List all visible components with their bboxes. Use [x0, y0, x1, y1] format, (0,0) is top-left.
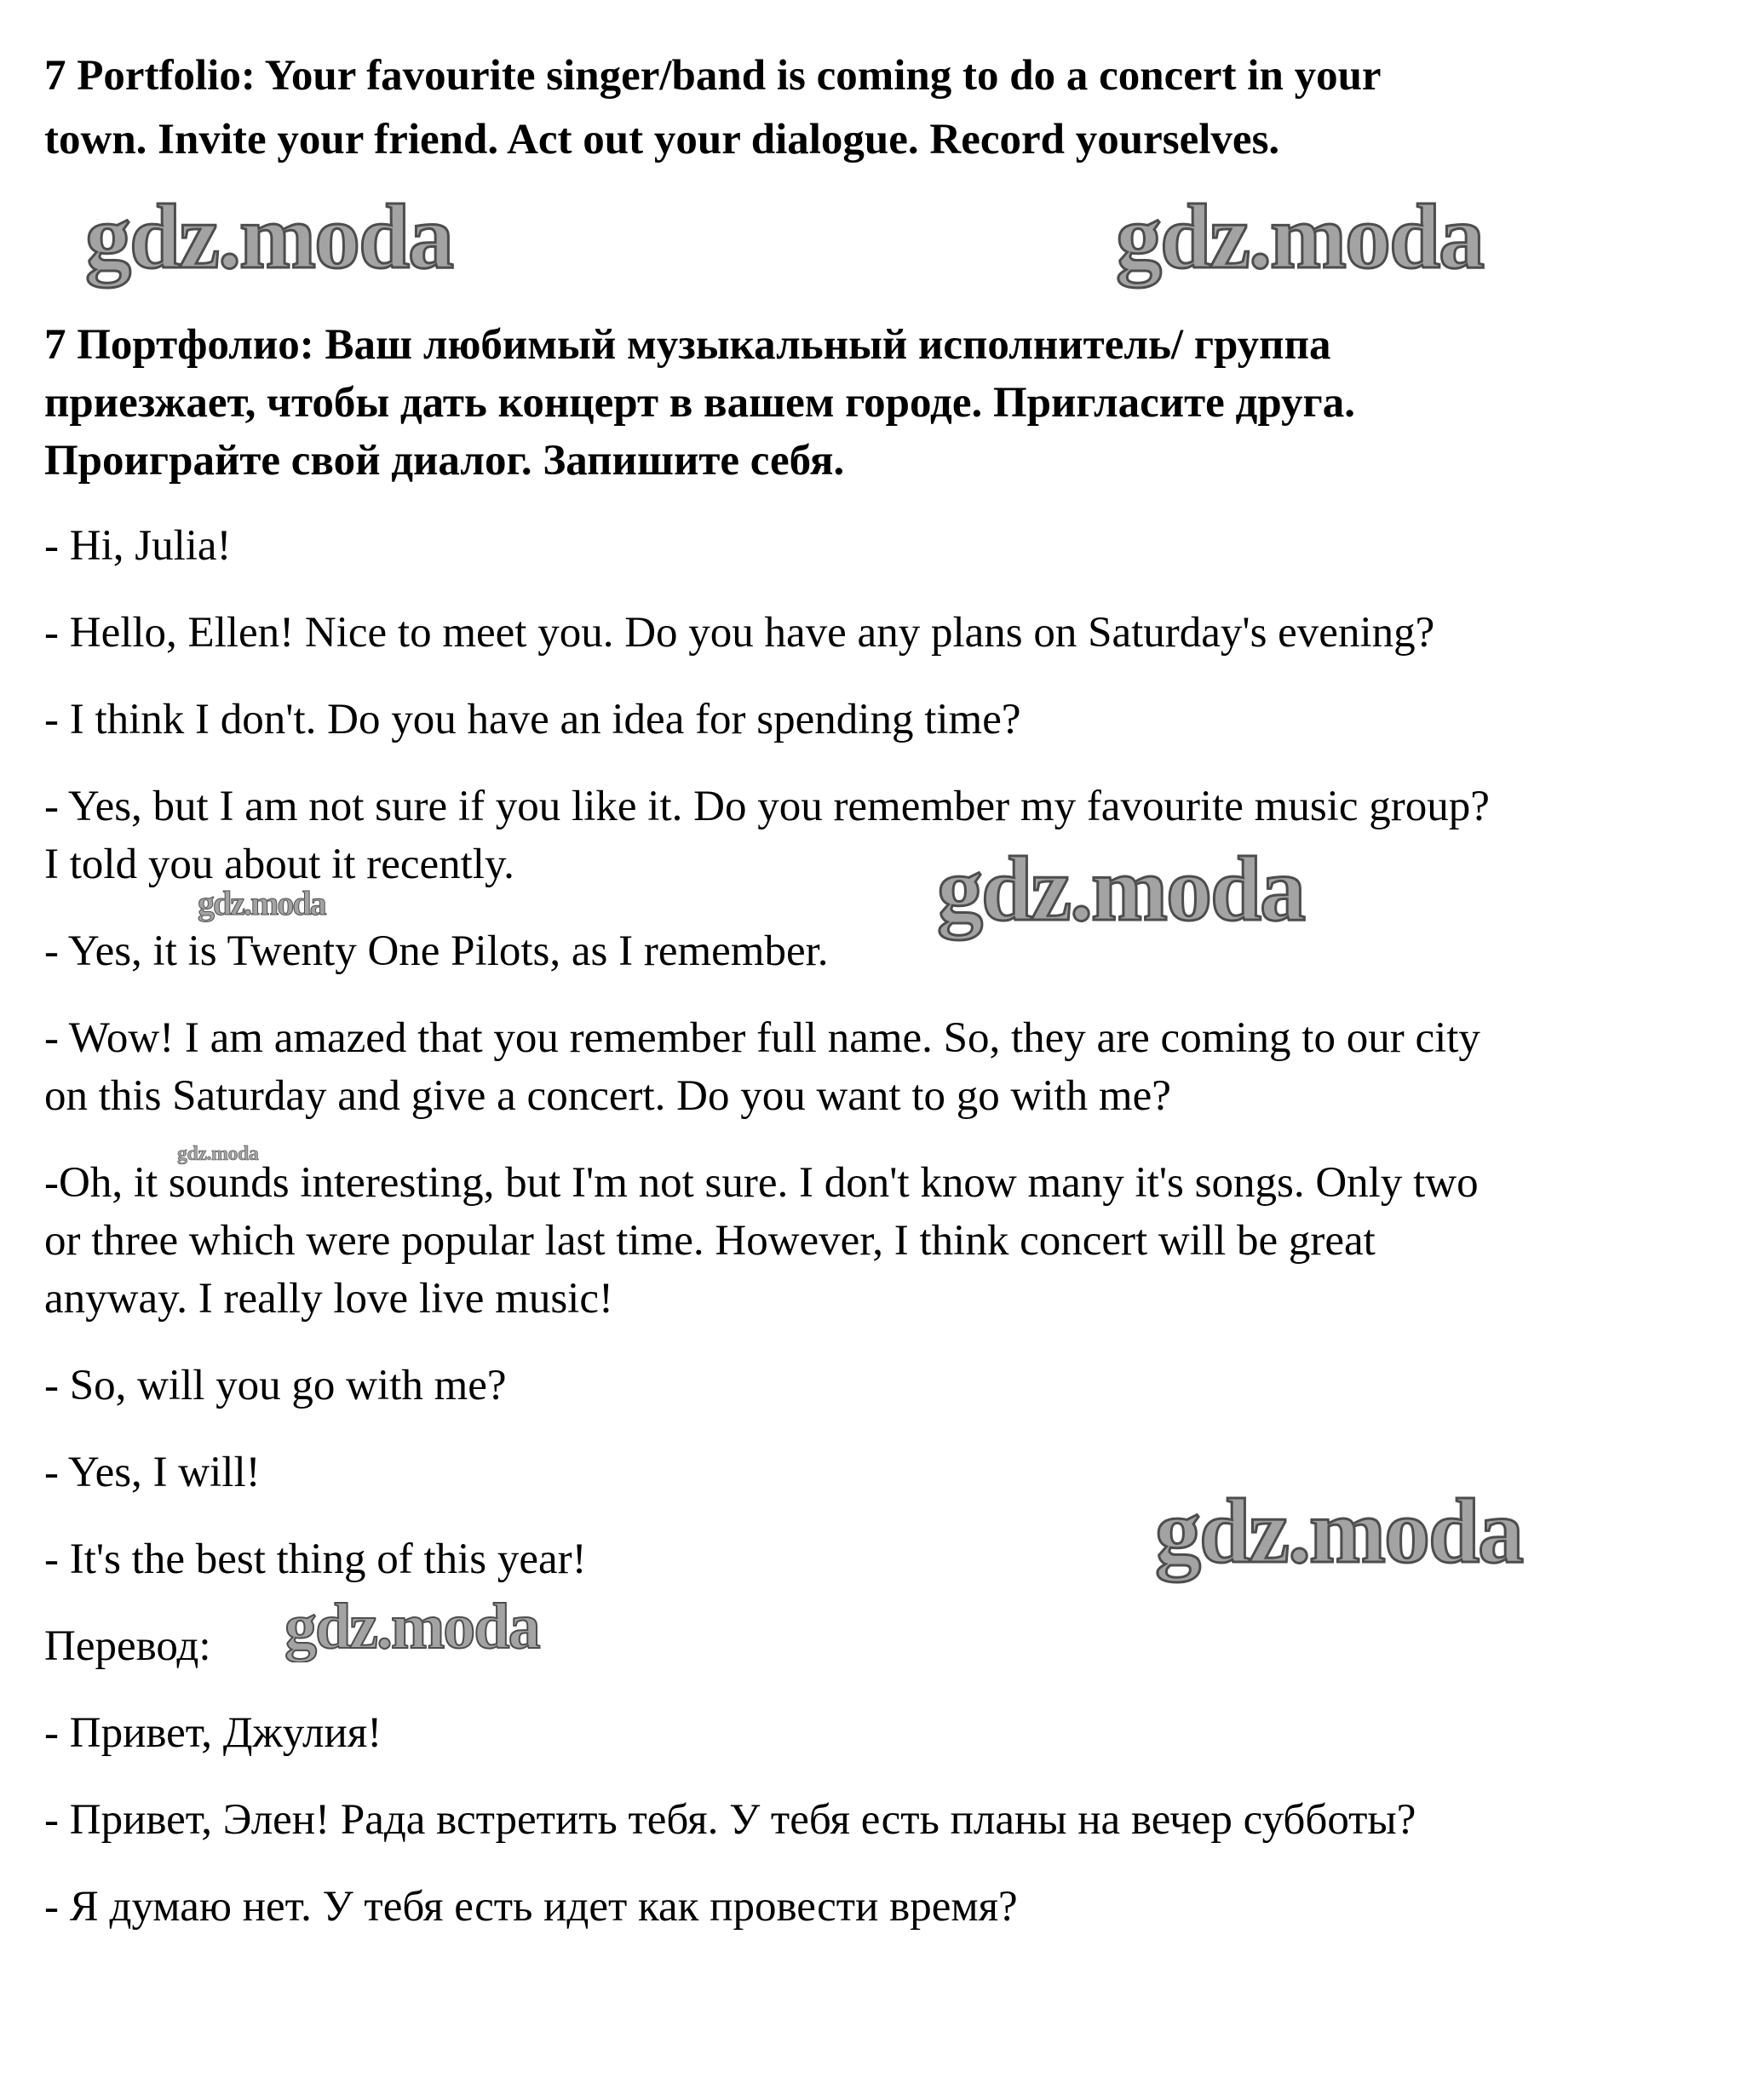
watermark: gdz.moda — [937, 839, 1305, 940]
task-heading-en-line-2: town. Invite your friend. Act out your dialogue. Record yourselves. — [44, 116, 1280, 164]
dialogue-line: on this Saturday and give a concert. Do you want to go with me? — [44, 1072, 1171, 1120]
dialogue-line: -Oh, it sounds interesting, but I'm not sure. I don't know many it's songs. Only two — [44, 1159, 1479, 1207]
dialogue-line: I told you about it recently. — [44, 841, 514, 888]
dialogue-line: - Yes, I will! — [44, 1449, 261, 1496]
watermark: gdz.moda — [1116, 187, 1484, 288]
task-heading-en-line-1: 7 Portfolio: Your favourite singer/band is coming to do a concert in your — [44, 52, 1382, 100]
dialogue-line: or three which were popular last time. However, I think concert will be great — [44, 1217, 1376, 1265]
watermark: gdz.moda — [284, 1591, 539, 1662]
dialogue-line: - Hi, Julia! — [44, 522, 232, 570]
translation-line: - Привет, Элен! Рада встретить тебя. У тебя есть планы на вечер субботы? — [44, 1796, 1416, 1844]
translation-label: Перевод: — [44, 1622, 211, 1670]
dialogue-line: - Yes, it is Twenty One Pilots, as I remember. — [44, 927, 829, 975]
dialogue-line: - Hello, Ellen! Nice to meet you. Do you have any plans on Saturday's evening? — [44, 609, 1435, 657]
dialogue-line: - So, will you go with me? — [44, 1362, 507, 1409]
dialogue-line: anyway. I really love live music! — [44, 1275, 613, 1323]
dialogue-line: - I think I don't. Do you have an idea for spending time? — [44, 696, 1021, 743]
dialogue-line: - Yes, but I am not sure if you like it. Do you remember my favourite music group? — [44, 783, 1490, 830]
watermark: gdz.moda — [1155, 1481, 1523, 1582]
watermark: gdz.moda — [198, 884, 325, 922]
task-heading-ru-line-1: 7 Портфолио: Ваш любимый музыкальный исполнитель/ группа — [44, 321, 1331, 369]
translation-line: - Привет, Джулия! — [44, 1709, 382, 1757]
translation-line: - Я думаю нет. У тебя есть идет как провести время? — [44, 1883, 1018, 1931]
watermark: gdz.moda — [177, 1143, 259, 1165]
dialogue-line: - It's the best thing of this year! — [44, 1535, 587, 1583]
task-heading-ru-line-2: приезжает, чтобы дать концерт в вашем городе. Пригласите друга. — [44, 379, 1355, 427]
dialogue-line: - Wow! I am amazed that you remember full name. So, they are coming to our city — [44, 1014, 1480, 1062]
watermark: gdz.moda — [85, 187, 453, 288]
task-heading-ru-line-3: Проиграйте свой диалог. Запишите себя. — [44, 437, 845, 485]
